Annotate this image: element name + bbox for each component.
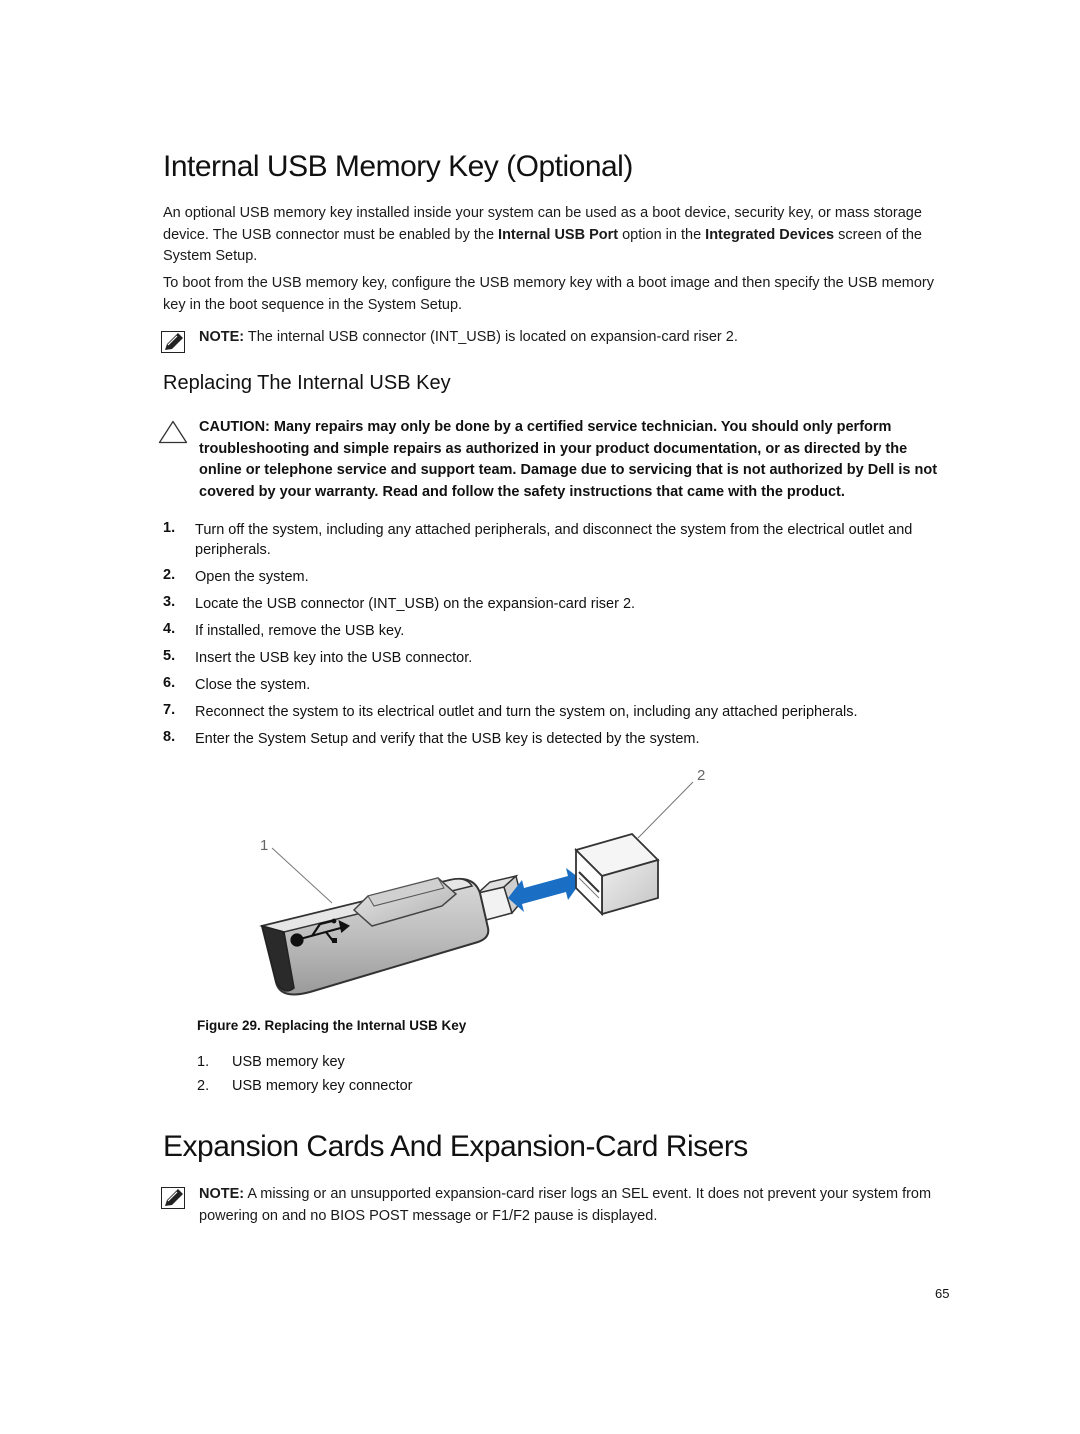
internal-usb-port-term: Internal USB Port [498, 226, 619, 243]
step-number: 2. [163, 567, 176, 583]
caution-triangle-icon [158, 420, 188, 444]
step-item [163, 702, 943, 724]
intro-paragraph [163, 203, 945, 268]
figure-legend-item [197, 1078, 413, 1094]
step-text: Locate the USB connector (INT_USB) on the expansion-card riser 2. [195, 596, 636, 612]
step-text: If installed, remove the USB key. [195, 623, 405, 639]
usb-key-body [262, 878, 488, 994]
callout-1-label: 1 [260, 837, 269, 854]
usb-key-illustration [250, 760, 720, 1005]
step-number: 3. [163, 594, 176, 610]
step-text: Close the system. [195, 677, 311, 693]
note-pencil-icon [161, 1187, 185, 1209]
legend-number: 2. [197, 1078, 210, 1094]
step-number: 8. [163, 729, 176, 745]
step-item [163, 675, 943, 697]
step-text: Open the system. [195, 569, 309, 585]
intro-text-d: screen of the System Setup. [163, 226, 922, 264]
legend-number: 1. [197, 1054, 210, 1070]
callout-2-leader-line [638, 782, 693, 838]
legend-text: USB memory key connector [232, 1078, 413, 1094]
note-pencil-icon [161, 331, 185, 353]
step-number: 7. [163, 702, 176, 718]
step-text: Insert the USB key into the USB connector. [195, 650, 473, 666]
step-number: 1. [163, 520, 176, 536]
note-label: NOTE: [199, 1186, 245, 1202]
page-title: Internal USB Memory Key (Optional) [163, 150, 633, 183]
step-item [163, 567, 943, 589]
page-number: 65 [935, 1286, 950, 1301]
step-text: Enter the System Setup and verify that the USB key is detected by the system. [195, 731, 700, 747]
intro-text-c: option in the [618, 226, 706, 243]
intro-text-a: An optional USB memory key installed inside your system can be used as a boot device, security key, or mass storage device. The USB connector must be enabled by the [163, 205, 922, 243]
boot-paragraph: To boot from the USB memory key, configure the USB memory key with a boot image and then specify the USB memory key in the boot sequence in the System Setup. [163, 275, 934, 313]
callout-2-label: 2 [697, 767, 706, 784]
note-label: NOTE: [199, 329, 245, 345]
callout-1-leader-line [272, 848, 332, 903]
step-number: 4. [163, 621, 176, 637]
usb-connector-block [576, 834, 658, 914]
step-item [163, 520, 943, 562]
step-number: 5. [163, 648, 176, 664]
figure-legend-item [197, 1054, 345, 1070]
step-text: Reconnect the system to its electrical outlet and turn the system on, including any attached peripherals. [195, 704, 858, 720]
step-item [163, 648, 943, 670]
figure-caption: Figure 29. Replacing the Internal USB Key [197, 1018, 467, 1033]
note-text: A missing or an unsupported expansion-card riser logs an SEL event. It does not prevent your system from powering on and no BIOS POST message or F1/F2 pause is displayed. [199, 1186, 932, 1224]
insert-direction-arrow-icon [508, 868, 582, 912]
step-item [163, 621, 943, 643]
note-text: The internal USB connector (INT_USB) is located on expansion-card riser 2. [244, 329, 738, 345]
step-number: 6. [163, 675, 176, 691]
note-internal-usb [199, 327, 945, 349]
subsection-title: Replacing The Internal USB Key [163, 372, 451, 394]
integrated-devices-term: Integrated Devices [705, 226, 835, 243]
section-title-expansion-cards: Expansion Cards And Expansion-Card Risers [163, 1130, 748, 1163]
step-item [163, 594, 943, 616]
step-text: Turn off the system, including any attached peripherals, and disconnect the system from the electrical outlet and peripherals. [195, 522, 913, 558]
step-item [163, 729, 943, 751]
caution-block: CAUTION: Many repairs may only be done by a certified service technician. You should only perform troubleshooting and simple repairs as authorized in your product documentation, or as directed by the online or telephone service and support team. Damage due to servicing that is not authorized by Dell is not covered by your warranty. Read and follow the safety instructions that came with the product. [199, 419, 938, 500]
note-expansion-riser [199, 1184, 945, 1227]
legend-text: USB memory key [232, 1054, 345, 1070]
